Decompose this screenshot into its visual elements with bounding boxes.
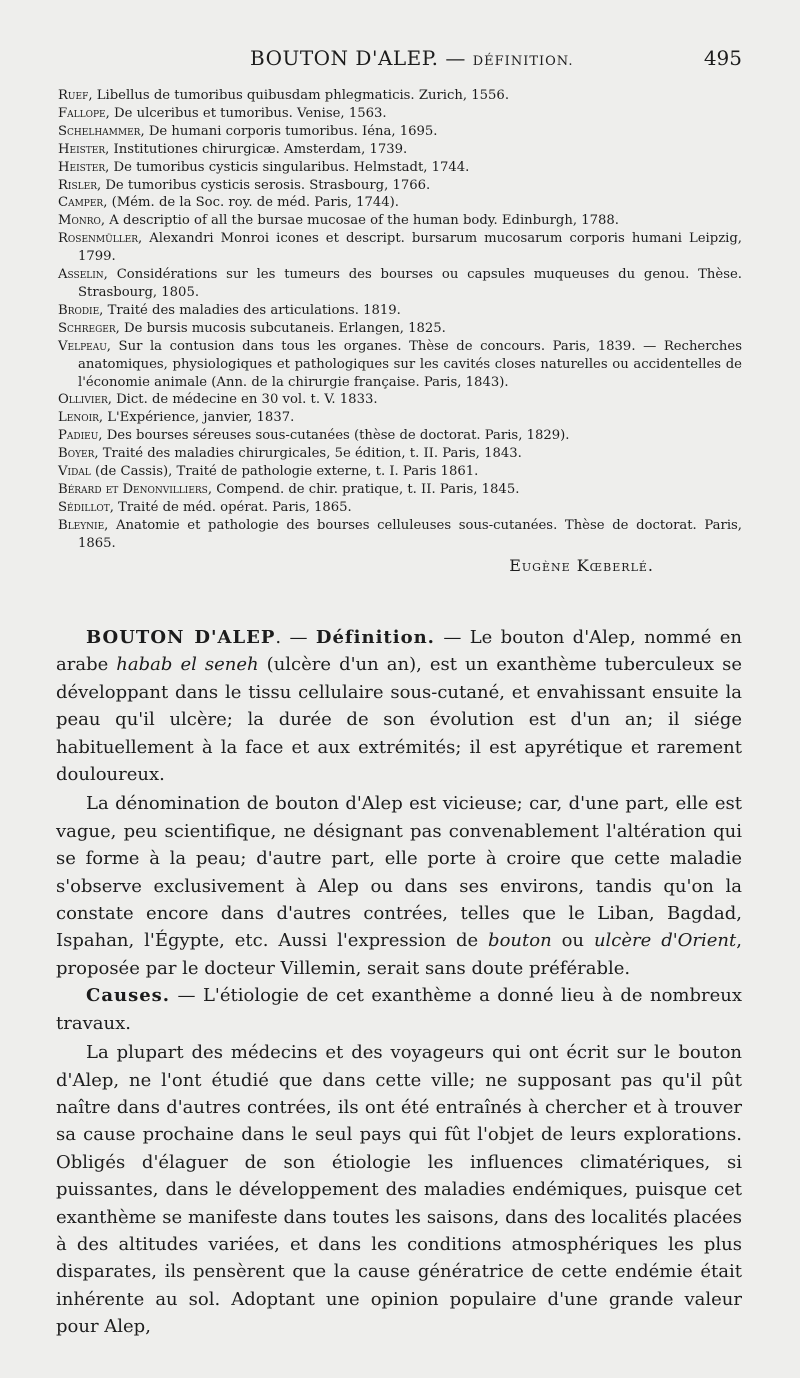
reference-author: Vidal bbox=[58, 464, 91, 480]
reference-text: Des bourses séreuses sous-cutanées (thèse de doctorat. Paris, 1829). bbox=[102, 428, 570, 444]
reference-author: Boyer, bbox=[58, 446, 99, 462]
reference-item bbox=[58, 302, 742, 320]
reference-text: Considérations sur les tumeurs des bourses ou capsules muqueuses du genou. Thèse. Strasbourg, 1805. bbox=[78, 267, 742, 300]
reference-author: Sédillot, bbox=[58, 499, 114, 515]
causes-paragraph bbox=[56, 982, 742, 1037]
running-title-text: BOUTON D'ALEP. — bbox=[250, 46, 466, 70]
reference-author: Ruef, bbox=[58, 88, 93, 103]
reference-author: Heister, bbox=[58, 141, 110, 157]
reference-item bbox=[58, 445, 742, 463]
reference-author: Monro, bbox=[58, 213, 106, 229]
reference-item bbox=[58, 194, 742, 212]
reference-text: De tumoribus cysticis singularibus. Helmstadt, 1744. bbox=[109, 159, 470, 175]
author-signature: Eugène Kœberlé. bbox=[509, 555, 654, 575]
running-section: DÉFINITION. bbox=[472, 54, 574, 69]
reference-item bbox=[58, 481, 742, 499]
reference-text: Anatomie et pathologie des bourses celluleuses sous-cutanées. Thèse de doctorat. Paris, 1865. bbox=[78, 517, 742, 551]
reference-item bbox=[58, 320, 742, 338]
reference-author: Fallope, bbox=[58, 105, 110, 121]
page-number: 495 bbox=[703, 46, 742, 70]
reference-item bbox=[58, 230, 742, 266]
reference-item bbox=[58, 338, 742, 392]
bibliography bbox=[58, 87, 742, 577]
heading-separator: . — bbox=[275, 627, 316, 648]
definition-label: Définition. bbox=[315, 627, 435, 648]
reference-author: Lenoir, bbox=[58, 410, 104, 426]
reference-author: Schelhammer, bbox=[58, 123, 145, 139]
reference-item bbox=[58, 105, 742, 123]
reference-item bbox=[58, 87, 742, 105]
reference-text: Traité des maladies chirurgicales, 5e édition, t. II. Paris, 1843. bbox=[98, 446, 522, 462]
reference-item bbox=[58, 517, 742, 553]
reference-text: De humani corporis tumoribus. Iéna, 1695. bbox=[144, 123, 438, 139]
reference-author: Risler, bbox=[58, 177, 102, 193]
running-title bbox=[250, 46, 573, 70]
reference-text: De ulceribus et tumoribus. Venise, 1563. bbox=[109, 105, 387, 121]
reference-text: Compend. de chir. pratique, t. II. Paris, 1845. bbox=[212, 481, 520, 497]
causes-label: Causes. bbox=[86, 985, 171, 1007]
reference-author: Schreger, bbox=[58, 320, 120, 336]
term-bouton: bouton bbox=[488, 930, 552, 952]
reference-item bbox=[58, 159, 742, 177]
reference-author: Camper, bbox=[58, 195, 108, 211]
causes-text: — L'étiologie de cet exanthème a donné lieu à de nombreux travaux. bbox=[56, 985, 742, 1034]
article-body bbox=[56, 624, 742, 1341]
reference-author: Rosenmüller, bbox=[58, 231, 143, 247]
reference-text: Traité des maladies des articulations. 1819. bbox=[103, 302, 401, 318]
reference-item bbox=[58, 212, 742, 230]
reference-text: De tumoribus cysticis serosis. Strasbourg, 1766. bbox=[101, 177, 431, 193]
definition-text-a: — Le bouton d'Alep, nommé en arabe bbox=[56, 627, 743, 676]
reference-author: Ollivier, bbox=[58, 392, 112, 408]
reference-author: Bleynie, bbox=[58, 517, 109, 533]
reference-author: Brodie, bbox=[58, 302, 104, 318]
running-header bbox=[58, 46, 742, 76]
reference-text: Institutiones chirurgicæ. Amsterdam, 1739. bbox=[109, 141, 408, 157]
reference-item bbox=[58, 409, 742, 427]
reference-item bbox=[58, 141, 742, 159]
reference-text: L'Expérience, janvier, 1837. bbox=[103, 410, 295, 426]
reference-text: Dict. de médecine en 30 vol. t. V. 1833. bbox=[111, 392, 378, 408]
reference-item bbox=[58, 499, 742, 517]
reference-author: Asselin, bbox=[58, 267, 108, 283]
term-ulcere-orient: ulcère d'Orient bbox=[593, 930, 737, 952]
reference-text: (de Cassis), Traité de pathologie externe, t. I. Paris 1861. bbox=[90, 464, 479, 480]
reference-text: (Mém. de la Soc. roy. de méd. Paris, 1744). bbox=[107, 195, 400, 211]
reference-text: A descriptio of all the bursae mucosae of the human body. Edinburgh, 1788. bbox=[105, 213, 619, 229]
reference-item bbox=[58, 266, 742, 302]
reference-item bbox=[58, 391, 742, 409]
reference-text: Libellus de tumoribus quibusdam phlegmaticis. Zurich, 1556. bbox=[92, 88, 510, 103]
reference-author: Padieu, bbox=[58, 428, 103, 444]
reference-item bbox=[58, 463, 742, 481]
reference-text: De bursis mucosis subcutaneis. Erlangen, 1825. bbox=[119, 320, 446, 336]
reference-text: Sur la contusion dans tous les organes. Thèse de concours. Paris, 1839. — Recherches anatomiques, physiologiques et pathologiques sur les cavités closes naturelles ou accidentelles de l'économie animale (Ann. de la chirurgie française. Paris, 1843). bbox=[78, 338, 742, 390]
reference-text: Traité de méd. opérat. Paris, 1865. bbox=[113, 499, 352, 515]
reference-author: Velpeau, bbox=[58, 338, 111, 354]
reference-item bbox=[58, 123, 742, 141]
reference-author: Bérard et Denonvilliers, bbox=[58, 481, 213, 497]
reference-item bbox=[58, 177, 742, 195]
reference-item bbox=[58, 427, 742, 445]
arabic-name: habab el seneh bbox=[116, 654, 259, 676]
etiology-paragraph: La plupart des médecins et des voyageurs qui ont écrit sur le bouton d'Alep, ne l'ont étudié que dans cette ville; ne supposant pas qu'il pût naître dans d'autres contrées, ils ont été entraînés à chercher et à trouver sa cause prochaine dans le seul pays qui fût l'objet de leurs explorations. Obligés d'élaguer de son étiologie les influences climatériques, si puissantes, dans le développement des maladies endémiques, puisque cet exanthème se manifeste dans toutes les saisons, dans des localités placées à des altitudes variées, et dans les conditions atmosphériques les plus disparates, ils pensèrent que la cause génératrice de cette endémie était inhérente au sol. Adoptant une opinion populaire d'une grande valeur pour Alep, bbox=[56, 1042, 742, 1338]
denomination-text-c: , proposée par le docteur Villemin, serait sans doute préférable. bbox=[56, 930, 742, 979]
denomination-text-a: La dénomination de bouton d'Alep est vicieuse; car, d'une part, elle est vague, peu scientifique, ne désignant pas convenablement l'altération qui se forme à la peau; d'autre part, elle porte à croire que cette maladie s'observe exclusivement à Alep ou dans ses environs, tandis qu'on la constate encore dans d'autres contrées, telles que le Liban, Bagdad, Ispahan, l'Égypte, etc. Aussi l'expression de bbox=[56, 793, 742, 952]
definition-paragraph bbox=[56, 624, 742, 788]
reference-author: Heister, bbox=[58, 159, 110, 175]
denomination-text-b: ou bbox=[551, 930, 594, 952]
definition-text-b: (ulcère d'un an), est un exanthème tuberculeux se développant dans le tissu cellulaire sous-cutané, et envahissant ensuite la peau qu'il ulcère; la durée de son évolution est d'un an; il siége habituellement à la face et aux extrémités; il est apyrétique et rarement douloureux. bbox=[56, 654, 743, 786]
denomination-paragraph bbox=[56, 790, 742, 982]
article-heading: BOUTON D'ALEP bbox=[86, 627, 276, 648]
reference-text: Alexandri Monroi icones et descript. bursarum mucosarum corporis humani Leipzig, 1799. bbox=[78, 231, 742, 265]
